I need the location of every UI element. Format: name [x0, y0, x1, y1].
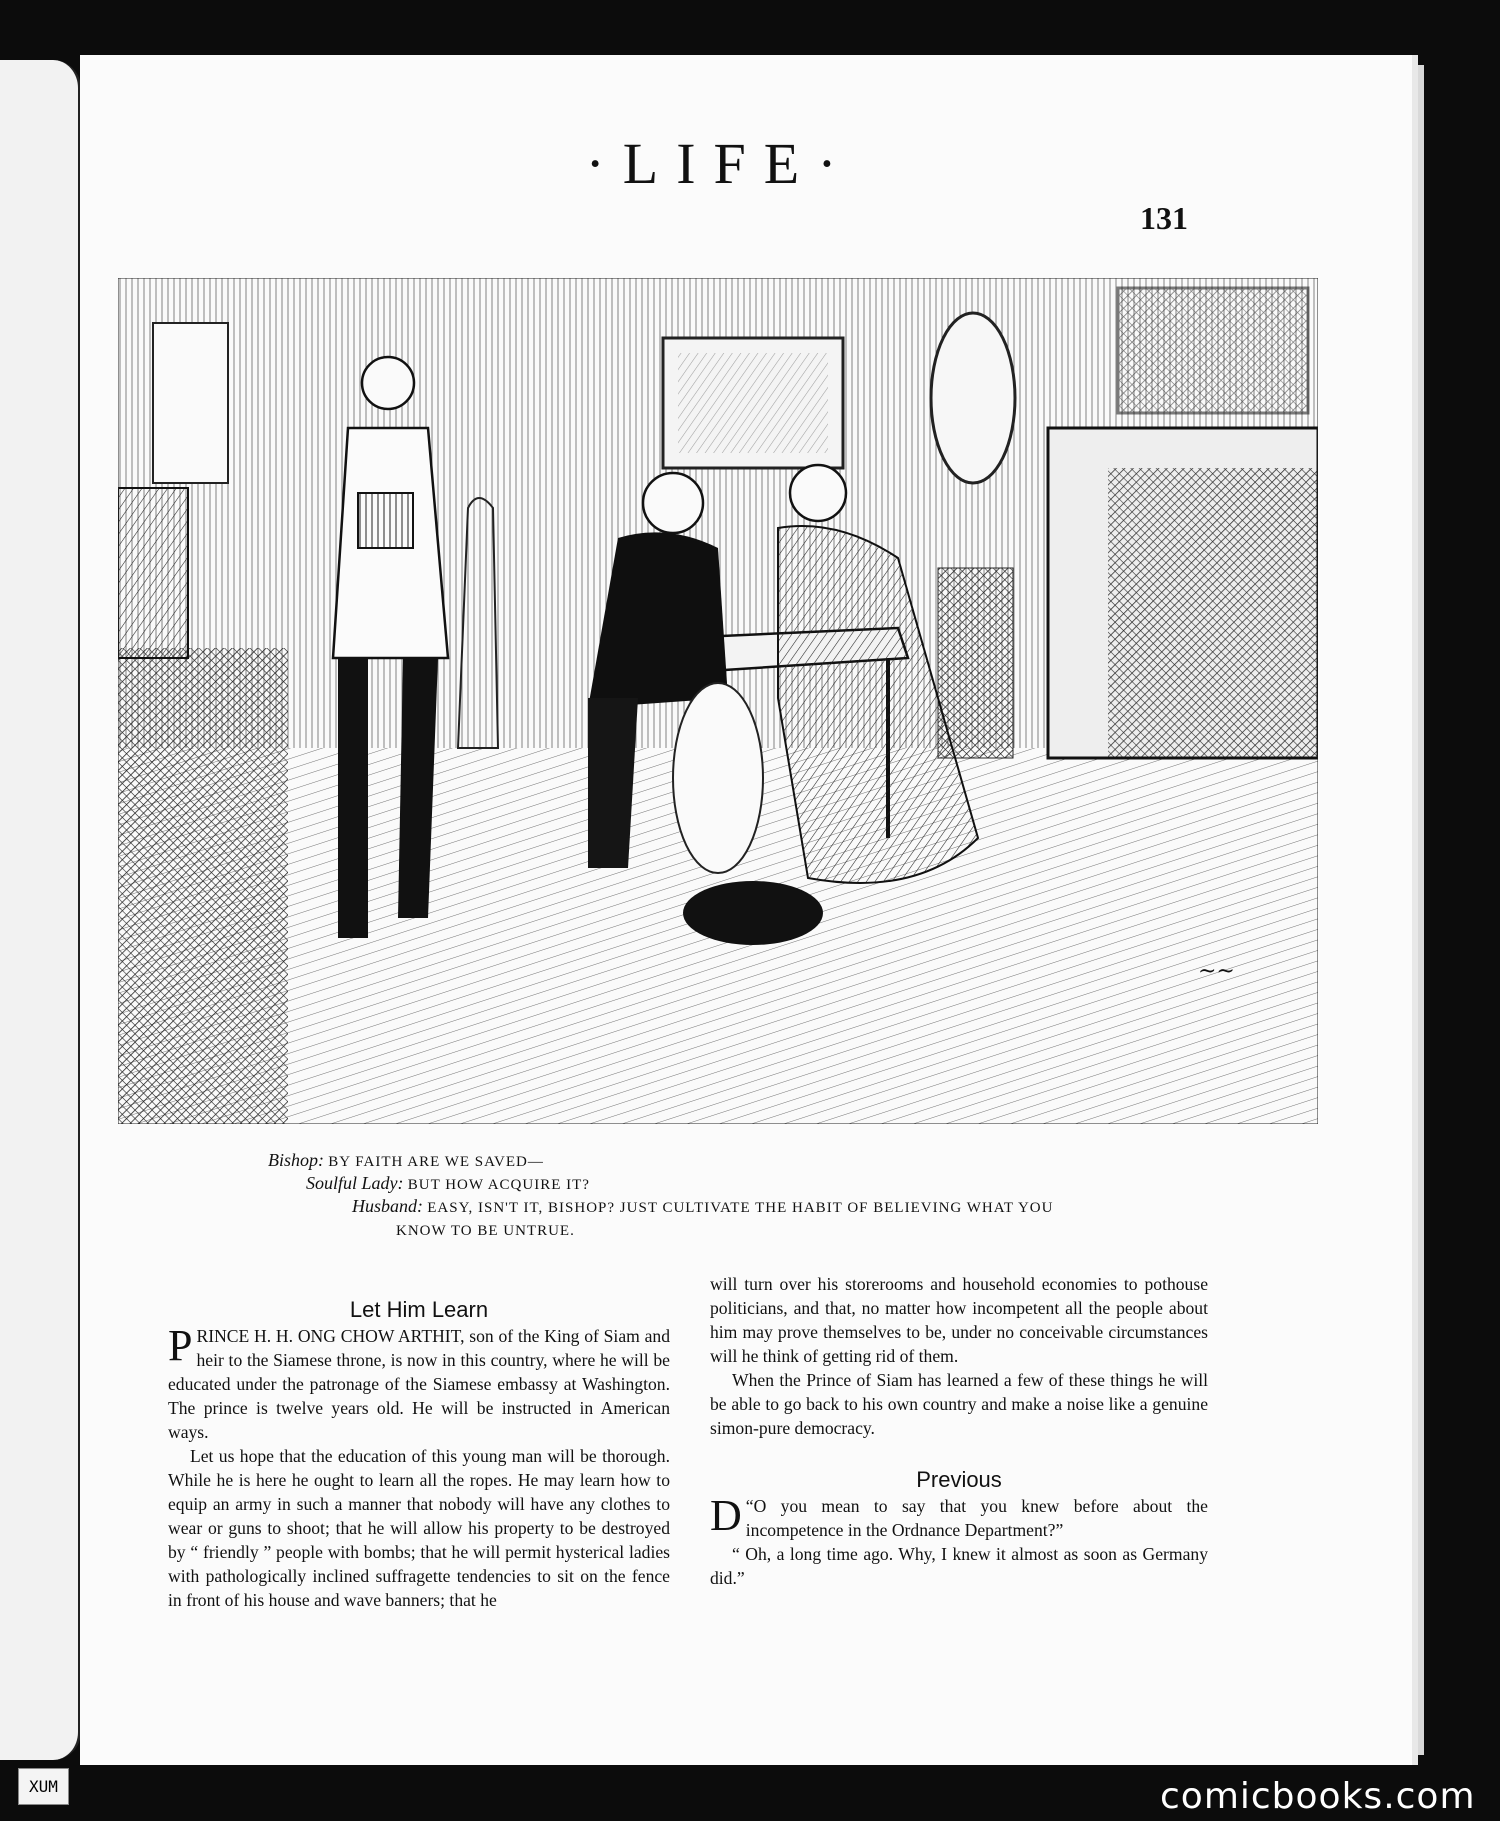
column-right — [710, 1272, 1208, 1590]
page-number: 131 — [1140, 200, 1188, 236]
article-title-previous: Previous — [916, 1467, 1002, 1492]
caption-line-bishop — [268, 1150, 1168, 1173]
article1-paragraph-3: will turn over his storerooms and household economies to pothouse politicians, and that, no matter how incompetent all the people about him may prove themselves to be, under no conceivable circumstances will he think of getting rid of them. — [710, 1274, 1208, 1366]
svg-text:~~: ~~ — [1198, 959, 1235, 984]
masthead: ·LIFE· — [585, 131, 855, 196]
caption-line-husband — [268, 1196, 1168, 1219]
speaker-lady: Soulful Lady: — [306, 1173, 404, 1193]
article2-p1-text: O you mean to say that you knew before about the incompetence in the Ordnance Department?” — [745, 1496, 1208, 1540]
scan-tag: XUM — [18, 1768, 69, 1805]
cartoon-illustration — [118, 278, 1318, 1124]
speaker-husband: Husband: — [352, 1196, 423, 1216]
right-page-edge — [1418, 65, 1424, 1755]
drop-cap-p: P — [168, 1321, 193, 1370]
left-page-edge — [0, 60, 81, 1760]
column-left — [168, 1298, 670, 1612]
speaker-bishop: Bishop: — [268, 1150, 324, 1170]
cartoon-caption — [268, 1150, 1168, 1242]
article2-paragraph-1: “ D O you mean to say that you knew before about the incompetence in the Ordnance Department?” — [710, 1491, 1208, 1540]
watermark: comicbooks.com — [1160, 1776, 1476, 1817]
article-title-let-him-learn: Let Him Learn — [349, 1297, 489, 1322]
drop-cap-d: D — [710, 1491, 742, 1540]
caption-line-lady — [268, 1173, 1168, 1196]
article1-paragraph-4: When the Prince of Siam has learned a few of these things he will be able to go back to his own country and make a noise like a genuine simon-pure democracy. — [710, 1370, 1208, 1438]
quote-bishop: BY FAITH ARE WE SAVED— — [328, 1154, 544, 1170]
article1-paragraph-1 — [168, 1321, 670, 1444]
quote-lady: BUT HOW ACQUIRE IT? — [407, 1177, 590, 1193]
quote-husband: EASY, ISN'T IT, BISHOP? JUST CULTIVATE THE HABIT OF BELIEVING WHAT YOU — [427, 1200, 1054, 1216]
article1-paragraph-2: Let us hope that the education of this young man will be thorough. While he is here he ought to learn all the ropes. He may learn how to equip an army in such a manner that nobody will have any clothes to wear or guns to shoot; that he will allow his property to be destroyed by “ friendly ” people with bombs; that he will permit hysterical ladies with pathologically inclined suffragette tendencies to sit on the fence in front of his house and wave banners; that he — [168, 1446, 670, 1610]
quote-husband-cont: KNOW TO BE UNTRUE. — [396, 1223, 575, 1239]
article2-paragraph-2: “ Oh, a long time ago. Why, I knew it almost as soon as Germany did.” — [710, 1544, 1208, 1588]
article1-p1-text: RINCE H. H. ONG CHOW ARTHIT, son of the King of Siam and heir to the Siamese throne, is now in this country, where he will be educated under the patronage of the Siamese embassy at Washington. The prince is twelve years old. He will be instructed in American ways. — [168, 1326, 670, 1442]
caption-line-husband-cont — [268, 1219, 1168, 1242]
